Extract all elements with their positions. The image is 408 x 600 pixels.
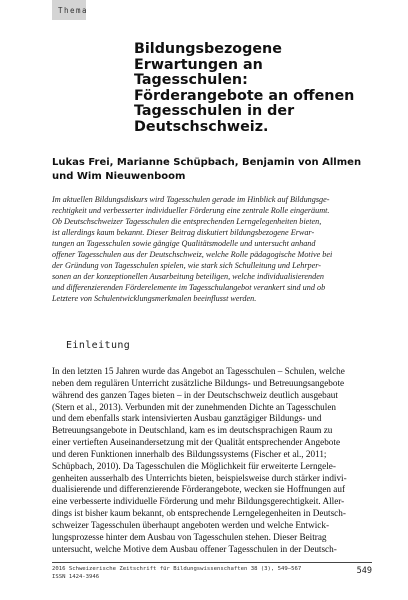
abstract-line: der Gründung von Tagesschulen spielen, wie stark sich Schulleitung und Lehrper- (52, 261, 322, 271)
abstract-line: tungen an Tagesschulen sowie gängige Qualitätsmodelle und untersucht anhand (52, 239, 316, 249)
title-line: Tagesschulen: (134, 72, 248, 89)
abstract-line: und differenzierenden Förderelemente im Tagesschulangebot verankert sind und ob (52, 283, 326, 293)
body-line: und deren Funktionen innerhalb des Bildungssystems (Fischer et al., 2011; (52, 448, 327, 459)
abstract-line: Letztere von Schulentwicklungsmerkmalen beeinflusst werden. (52, 294, 257, 304)
section-tab (52, 0, 89, 20)
body-line: (Stern et al., 2013). Verbunden mit der zunehmenden Dichte an Tagesschulen (52, 401, 336, 412)
body-line: lungsprozesse hinter dem Ausbau von Tagesschulen stehen. Dieser Beitrag (52, 531, 327, 542)
footer-rule (52, 562, 372, 563)
abstract (52, 194, 372, 304)
footer-line: 2016 Schweizerische Zeitschrift für Bildungswissenschaften 38 (3), 549–567 (52, 566, 302, 572)
abstract-line: Ob Deutschschweizer Tagesschulen die entsprechenden Lerngelegenheiten bieten, (52, 217, 322, 227)
body-line: während des ganzen Tages bieten – in der Deutschschweiz deutlich ausgebaut (52, 389, 338, 400)
body-line: genheiten ausserhalb des Unterrichts bieten, beispielsweise durch stärker indivi- (52, 472, 347, 483)
body-line: untersucht, welche Motive dem Ausbau offener Tagesschulen in der Deutsch- (52, 543, 337, 554)
footer-citation (52, 566, 301, 581)
body-line: schweizer Tagesschulen überhaupt angeboten werden und welche Entwick- (52, 519, 330, 530)
author-line: und Wim Nieuwenboom (52, 170, 186, 182)
body-line: Schüpbach, 2010). Da Tagesschulen die Möglichkeit für erweiterte Lerngele- (52, 460, 336, 471)
abstract-line: ist allerdings kaum bekannt. Dieser Beitrag diskutiert bildungsbezogene Erwar- (52, 228, 315, 238)
author-list (52, 156, 372, 183)
footer-line: ISSN 1424-3946 (52, 573, 100, 580)
title-line: Deutschschweiz. (134, 118, 269, 135)
author-line: Lukas Frei, Marianne Schüpbach, Benjamin von Allmen (52, 157, 362, 168)
section-tab-label: Thema (58, 6, 89, 15)
body-line: dings ist bisher kaum bekannt, ob entsprechende Lerngelegenheiten in Deutsch- (52, 508, 346, 519)
title-line: Erwartungen an (134, 56, 263, 73)
body-line: dualisierende und differenzierende Förderangebote, wecken sie Hoffnungen auf (52, 484, 346, 495)
title-line: Bildungsbezogene (134, 41, 282, 57)
body-line: einer vertieften Auseinandersetzung mit der Qualität entsprechender Angebote (52, 437, 341, 448)
body-line: Betreuungsangebote in Deutschland, kam es im deutschsprachigen Raum zu (52, 425, 333, 436)
abstract-line: offener Tagesschulen aus der Deutschschweiz, welche Rolle pädagogische Motive bei (52, 250, 333, 260)
abstract-line: sonen an der konzeptionellen Ausarbeitung beteiligen, welche individualisierenden (52, 272, 324, 282)
body-line: neben dem regulären Unterricht zusätzliche Bildungs- und Betreuungsangebote (52, 377, 345, 388)
body-line: In den letzten 15 Jahren wurde das Angebot an Tagesschulen – Schulen, welche (52, 366, 345, 376)
title-line: Förderangebote an offenen (134, 87, 355, 104)
title-line: Tagesschulen in der (134, 103, 295, 120)
page-number: 549 (356, 566, 372, 576)
body-line: und dem ebenfalls stark intensivierten Ausbau ganztägiger Bildungs- und (52, 413, 322, 424)
section-heading: Einleitung (66, 340, 131, 351)
abstract-line: Im aktuellen Bildungsdiskurs wird Tagesschulen gerade im Hinblick auf Bildungsge- (52, 195, 330, 204)
body-line: eine verbesserte individuelle Förderung und mehr Bildungsgerechtigkeit. Aller- (52, 496, 345, 507)
body-text (52, 366, 372, 556)
abstract-line: rechtigkeit und verbesserter individueller Förderung eine zentrale Rolle eingeräumt. (52, 206, 330, 216)
article-title (134, 42, 384, 136)
